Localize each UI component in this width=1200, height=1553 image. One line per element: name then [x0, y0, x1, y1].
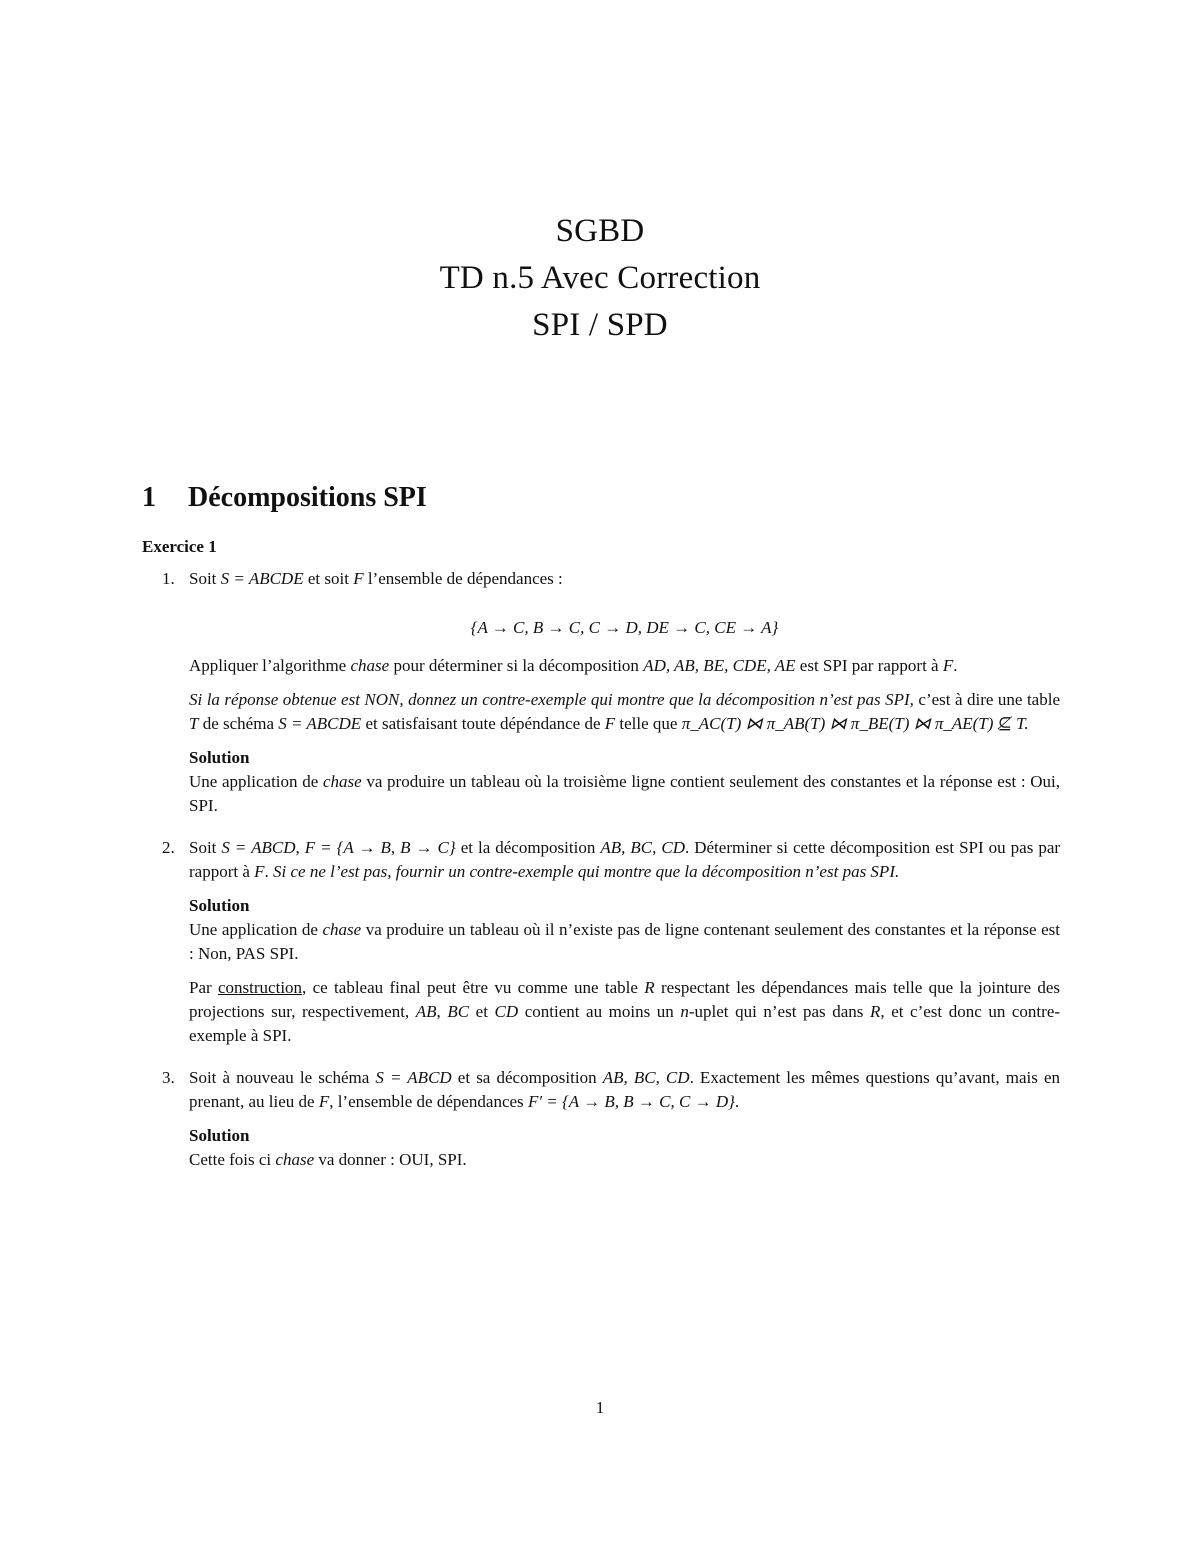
solution-block: Solution Une application de chase va produire un tableau où il n’existe pas de ligne contenant seulement des constantes et la réponse est : Non, PAS SPI. [189, 896, 1060, 963]
solution-label: Solution [189, 748, 250, 767]
section-heading [142, 478, 427, 518]
title-line-2: TD n.5 Avec Correction [439, 260, 761, 296]
list-item [142, 1066, 1060, 1172]
section-number: 1 [142, 482, 156, 513]
item-number: 3. [162, 1068, 175, 1087]
list-item [142, 836, 1060, 1048]
solution-explanation: Par construction, ce tableau final peut être vu comme une table R respectant les dépendances mais telle que la jointure des projections sur, respectivement, AB, BC et CD contient au moins un n-uplet qui n’est pas dans R, et c’est donc un contre-exemple à SPI. [189, 978, 1061, 1045]
item-number: 1. [162, 569, 175, 588]
item-intro: Soit S = ABCD, F = {A → B, B → C} et la décomposition AB, BC, CD. Déterminer si cette décomposition est SPI ou pas par rapport à F. Si ce ne l’est pas, fournir un contre-exemple qui montre que la décomposition n’est pas SPI. [189, 838, 1061, 881]
title-block [0, 208, 1200, 349]
list-item [142, 567, 1060, 818]
solution-label: Solution [189, 1126, 250, 1145]
title-line-1: SGBD [555, 213, 645, 249]
solution-label: Solution [189, 896, 250, 915]
section-title-text: Décompositions SPI [188, 482, 427, 513]
underlined-construction: construction [218, 978, 303, 997]
item-intro: Soit S = ABCDE et soit F l’ensemble de dépendances : [189, 569, 563, 588]
item-number: 2. [162, 838, 175, 857]
solution-block: Solution Cette fois ci chase va donner : OUI, SPI. [189, 1124, 1060, 1172]
page-number: 1 [595, 1398, 605, 1417]
exercise-heading: Exercice 1 [142, 537, 217, 556]
title-line-3: SPI / SPD [532, 307, 668, 343]
solution-block: Solution Une application de chase va produire un tableau où la troisième ligne contient seulement des constantes et la réponse est : Oui, SPI. [189, 748, 1060, 815]
item-question: Si la réponse obtenue est NON, donnez un contre-exemple qui montre que la décomposition n’est pas SPI, c’est à dire une table T de schéma S = ABCDE et satisfaisant toute dépéndance de F telle que π_AC(T) ⋈ π_AB(T) ⋈ π_BE(T) ⋈ π_AE(T) ⊈ T. [189, 690, 1060, 733]
dependency-formula: {A → C, B → C, C → D, DE → C, CE → A} [470, 618, 779, 637]
item-intro: Soit à nouveau le schéma S = ABCD et sa décomposition AB, BC, CD. Exactement les mêmes questions qu’avant, mais en prenant, au lieu de F, l’ensemble de dépendances F′ = {A → B, B → C, C → D}. [189, 1068, 1061, 1111]
exercise-items [142, 567, 1060, 1190]
item-instruction: Appliquer l’algorithme chase pour déterminer si la décomposition AD, AB, BE, CDE, AE est SPI par rapport à F. [189, 656, 958, 675]
